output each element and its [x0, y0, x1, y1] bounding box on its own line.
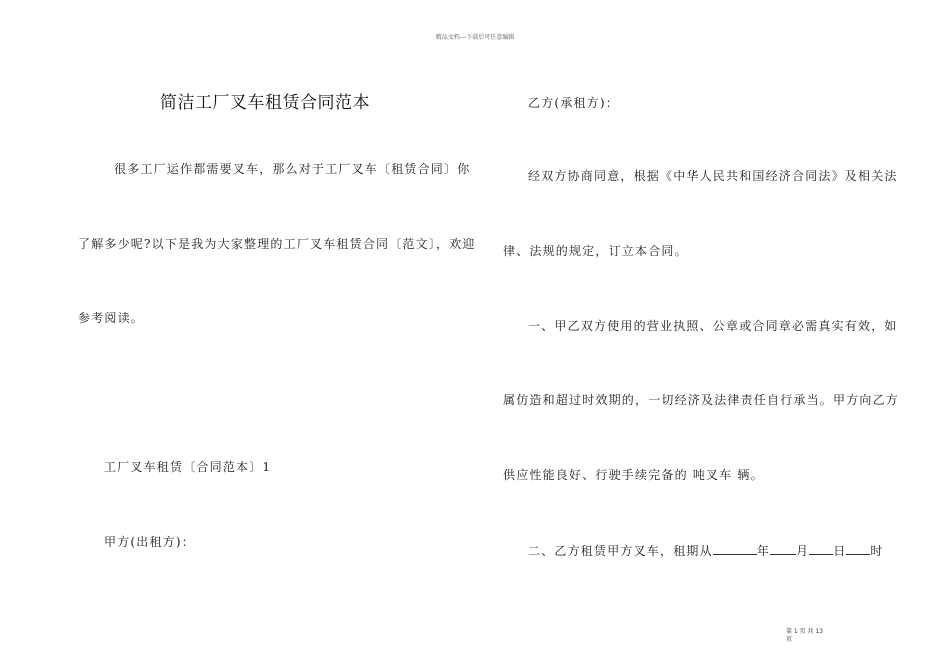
day-label: 日: [833, 544, 847, 558]
clause-1-line-3: 供应性能良好、行驶手续完备的 吨叉车 辆。: [503, 468, 764, 482]
section-title: 工厂叉车租赁〔合同范本〕1: [104, 460, 272, 474]
page-header: 精品文档---下载后可任意编辑: [435, 34, 515, 41]
hour-label: 时: [870, 544, 884, 558]
intro-line-2: 了解多少呢?以下是我为大家整理的工厂叉车租赁合同〔范文〕，欢迎: [78, 237, 476, 251]
intro-line-1: 很多工厂运作都需要叉车，那么对于工厂叉车〔租赁合同〕你: [114, 162, 471, 176]
page-number-line-2: 页: [786, 636, 793, 643]
clause-1-line-1: 一、甲乙双方使用的营业执照、公章或合同章必需真实有效，如: [528, 319, 898, 333]
party-b-label: 乙方(承租方)：: [528, 96, 619, 110]
clause-2-line-1: [528, 542, 884, 559]
month-blank: [770, 544, 796, 555]
year-label: 年: [756, 544, 771, 558]
intro-line-3: 参考阅读。: [78, 311, 145, 325]
hour-blank: [846, 544, 870, 555]
day-blank: [809, 544, 833, 555]
year-blank: [713, 544, 757, 555]
clause-intro-line-1: 经双方协商同意，根据《中华人民共和国经济合同法》及相关法: [528, 169, 898, 183]
clause-intro-line-2: 律、法规的规定，订立本合同。: [503, 244, 688, 258]
month-label: 月: [796, 544, 810, 558]
clause-2-text: 二、乙方租赁甲方叉车，租期从: [528, 544, 713, 558]
page-number-line-1: 第 1 页 共 13: [786, 628, 824, 635]
party-a-label: 甲方(出租方)：: [104, 535, 195, 549]
clause-1-line-2: 属仿造和超过时效期的，一切经济及法律责任自行承当。甲方向乙方: [503, 393, 900, 407]
document-title: 简洁工厂叉车租赁合同范本: [160, 93, 370, 113]
